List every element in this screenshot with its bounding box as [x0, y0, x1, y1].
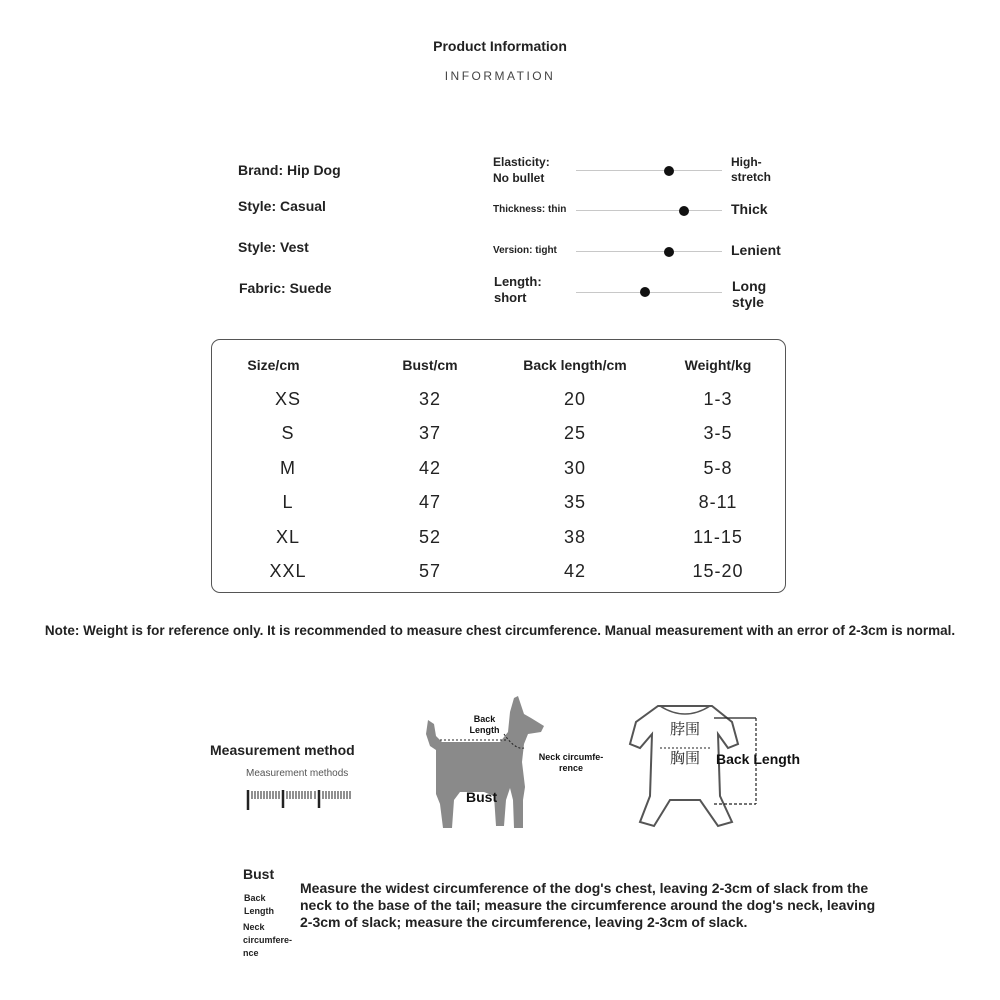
table-cell: 52	[418, 526, 442, 547]
ruler-icon	[245, 788, 355, 812]
garment-neck-cn-label: 脖围	[670, 720, 701, 738]
table-cell: M	[280, 457, 296, 478]
slider-left-label: Length: short	[494, 274, 542, 305]
table-cell: 3-5	[703, 423, 733, 444]
table-header-bust: Bust/cm	[402, 357, 458, 373]
slider-right-label: Long style	[732, 278, 767, 310]
slider-left-label: Elasticity: No bullet	[493, 155, 550, 185]
slider-version	[493, 242, 793, 264]
table-cell: 37	[418, 423, 442, 444]
table-cell: S	[281, 423, 295, 444]
table-header-size: Size/cm	[247, 357, 300, 373]
slider-right-label: Lenient	[731, 242, 781, 258]
table-cell: 30	[563, 457, 587, 478]
table-header-weight: Weight/kg	[684, 357, 752, 373]
slider-left-label: Thickness: thin	[493, 204, 567, 215]
table-cell: 20	[563, 389, 587, 409]
measurement-description: Measure the widest circumference of the dog's chest, leaving 2-3cm of slack from the neck to the base of the tail; measure the circumference around the dog's neck, leaving 2-3cm of slack; measure the circumference, leaving 2-3cm of slack.	[300, 880, 876, 930]
slider-right-label: High- stretch	[731, 155, 772, 184]
garment-chest-cn-label: 胸围	[670, 749, 701, 767]
table-cell: 32	[418, 389, 442, 409]
table-cell: XS	[274, 389, 301, 409]
measurement-subtitle: Measurement methods	[246, 768, 349, 779]
slider-knob	[664, 247, 674, 257]
table-cell: XL	[275, 526, 301, 547]
page-title: Product Information	[433, 38, 567, 54]
slider-elasticity	[493, 154, 793, 190]
table-cell: 25	[563, 423, 587, 444]
dog-neck-label: Neck circumfe- rence	[538, 752, 604, 773]
spec-style-casual: Style: Casual	[238, 198, 326, 214]
table-cell: 15-20	[692, 561, 744, 581]
table-cell: 42	[418, 457, 442, 478]
spec-fabric: Fabric: Suede	[239, 280, 332, 296]
slider-right-label: Thick	[731, 201, 768, 217]
table-cell: 42	[563, 561, 587, 581]
spec-style-vest: Style: Vest	[238, 239, 309, 255]
slider-knob	[679, 206, 689, 216]
table-cell: 11-15	[693, 526, 743, 547]
table-cell: 5-8	[703, 457, 733, 478]
table-cell: 47	[418, 492, 442, 513]
garment-back-length-label: Back Length	[716, 751, 801, 767]
table-cell: L	[282, 492, 294, 513]
slider-thickness	[493, 200, 793, 222]
slider-track	[576, 170, 722, 171]
slider-track	[576, 251, 722, 252]
legend-back-length: Back Length	[244, 893, 274, 916]
dog-bust-label: Bust	[466, 789, 498, 805]
table-header-back-length: Back length/cm	[523, 357, 627, 373]
table-cell: 35	[563, 492, 587, 513]
slider-track	[576, 210, 722, 211]
legend-neck: Neck circumfere- nce	[243, 922, 293, 958]
table-cell: 1-3	[703, 389, 733, 409]
table-cell: 8-11	[698, 492, 738, 513]
measurement-title: Measurement method	[210, 742, 355, 758]
legend-bust: Bust	[243, 866, 275, 882]
slider-left-label: Version: tight	[493, 245, 557, 256]
slider-knob	[640, 287, 650, 297]
table-cell: XXL	[269, 561, 307, 581]
slider-knob	[664, 166, 674, 176]
page-subtitle: INFORMATION	[444, 69, 556, 83]
table-cell: 38	[563, 526, 587, 547]
spec-brand: Brand: Hip Dog	[238, 162, 341, 178]
dog-back-length-label: Back Length	[469, 714, 500, 735]
table-cell: 57	[418, 561, 442, 581]
slider-length	[493, 274, 793, 314]
note-text: Note: Weight is for reference only. It is recommended to measure chest circumference. Manual measurement with an error of 2-3cm is normal.	[44, 623, 956, 638]
